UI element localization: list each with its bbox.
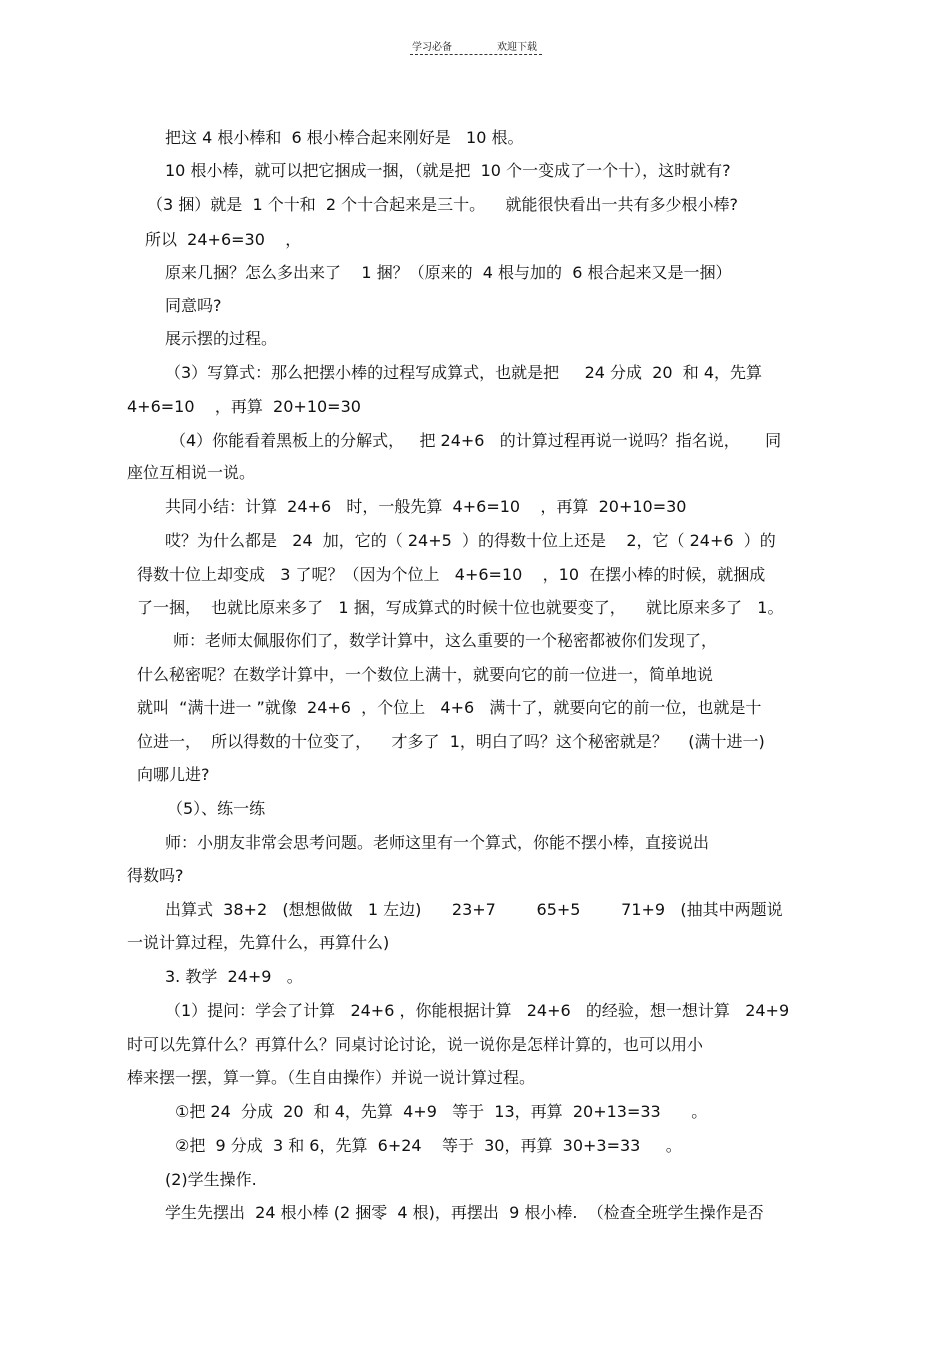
- text-line: ②把 9 分成 3 和 6，先算 6+24 等于 30，再算 30+3=33 。: [175, 1136, 682, 1155]
- text-line: 得数吗?: [127, 866, 184, 885]
- header-divider: [410, 54, 542, 55]
- text-line: 哎？为什么都是 24 加，它的（ 24+5 ）的得数十位上还是 2，它（ 24+6 ）的: [165, 531, 776, 550]
- text-line: ①把 24 分成 20 和 4，先算 4+9 等于 13，再算 20+13=33 。: [175, 1102, 708, 1121]
- text-line: 什么秘密呢？在数学计算中，一个数位上满十，就要向它的前一位进一，简单地说: [137, 665, 714, 684]
- text-line: 出算式 38+2 (想想做做 1 左边) 23+7 65+5 71+9 (抽其中两题说: [165, 900, 783, 919]
- text-line: 座位互相说一说。: [127, 463, 256, 482]
- header-left-text: 学习必备: [412, 42, 452, 53]
- text-line: 棒来摆一摆，算一算。（生自由操作）并说一说计算过程。: [127, 1068, 536, 1087]
- text-line: 3. 教学 24+9 。: [165, 967, 303, 986]
- text-line: 时可以先算什么？再算什么？同桌讨论讨论，说一说你是怎样计算的，也可以用小: [127, 1035, 704, 1054]
- text-line: 师：老师太佩服你们了，数学计算中，这么重要的一个秘密都被你们发现了，: [173, 631, 718, 650]
- text-line: 展示摆的过程。: [165, 329, 278, 348]
- text-line: 位进一， 所以得数的十位变了， 才多了 1，明白了吗？这个秘密就是？ (满十进一): [137, 732, 765, 751]
- text-line: 了一捆， 也就比原来多了 1 捆，写成算式的时候十位也就要变了， 就比原来多了 1。: [137, 598, 784, 617]
- text-line: 一说计算过程，先算什么，再算什么): [127, 933, 390, 952]
- text-line: 4+6=10 ，再算 20+10=30: [127, 397, 361, 416]
- text-line: 原来几捆？怎么多出来了 1 捆？（原来的 4 根与加的 6 根合起来又是一捆）: [165, 263, 732, 282]
- text-line: 所以 24+6=30 ，: [145, 230, 302, 249]
- text-line: （5）、练一练: [167, 799, 266, 818]
- header-right-text: 欢迎下载: [497, 42, 537, 53]
- text-line: 得数十位上却变成 3 了呢？（因为个位上 4+6=10 ，10 在摆小棒的时候，就捆成: [137, 565, 766, 584]
- text-line: （3）写算式：那么把摆小棒的过程写成算式，也就是把 24 分成 20 和 4，先算: [165, 363, 763, 382]
- text-line: 共同小结：计算 24+6 时，一般先算 4+6=10 ，再算 20+10=30: [165, 497, 687, 516]
- text-line: (2)学生操作.: [165, 1170, 257, 1189]
- page-header: [0, 38, 950, 58]
- text-line: 同意吗?: [165, 296, 222, 315]
- text-line: （1）提问：学会了计算 24+6 ，你能根据计算 24+6 的经验，想一想计算 24+9: [165, 1001, 790, 1020]
- text-line: 就叫 “满十进一 ”就像 24+6 ，个位上 4+6 满十了，就要向它的前一位，也就是十: [137, 698, 762, 717]
- text-line: 向哪儿进?: [137, 765, 210, 784]
- text-line: 学生先摆出 24 根小棒 (2 捆零 4 根)，再摆出 9 根小棒. （检查全班学生操作是否: [165, 1203, 764, 1222]
- text-line: （4）你能看着黑板上的分解式， 把 24+6 的计算过程再说一说吗？指名说， 同: [170, 431, 782, 450]
- text-line: 10 根小棒，就可以把它捆成一捆，（就是把 10 个一变成了一个十），这时就有?: [165, 161, 731, 180]
- text-line: 师：小朋友非常会思考问题。老师这里有一个算式，你能不摆小棒，直接说出: [165, 833, 710, 852]
- text-line: 把这 4 根小棒和 6 根小棒合起来刚好是 10 根。: [165, 128, 524, 147]
- text-line: （3 捆）就是 1 个十和 2 个十合起来是三十。 就能很快看出一共有多少根小棒?: [147, 195, 738, 214]
